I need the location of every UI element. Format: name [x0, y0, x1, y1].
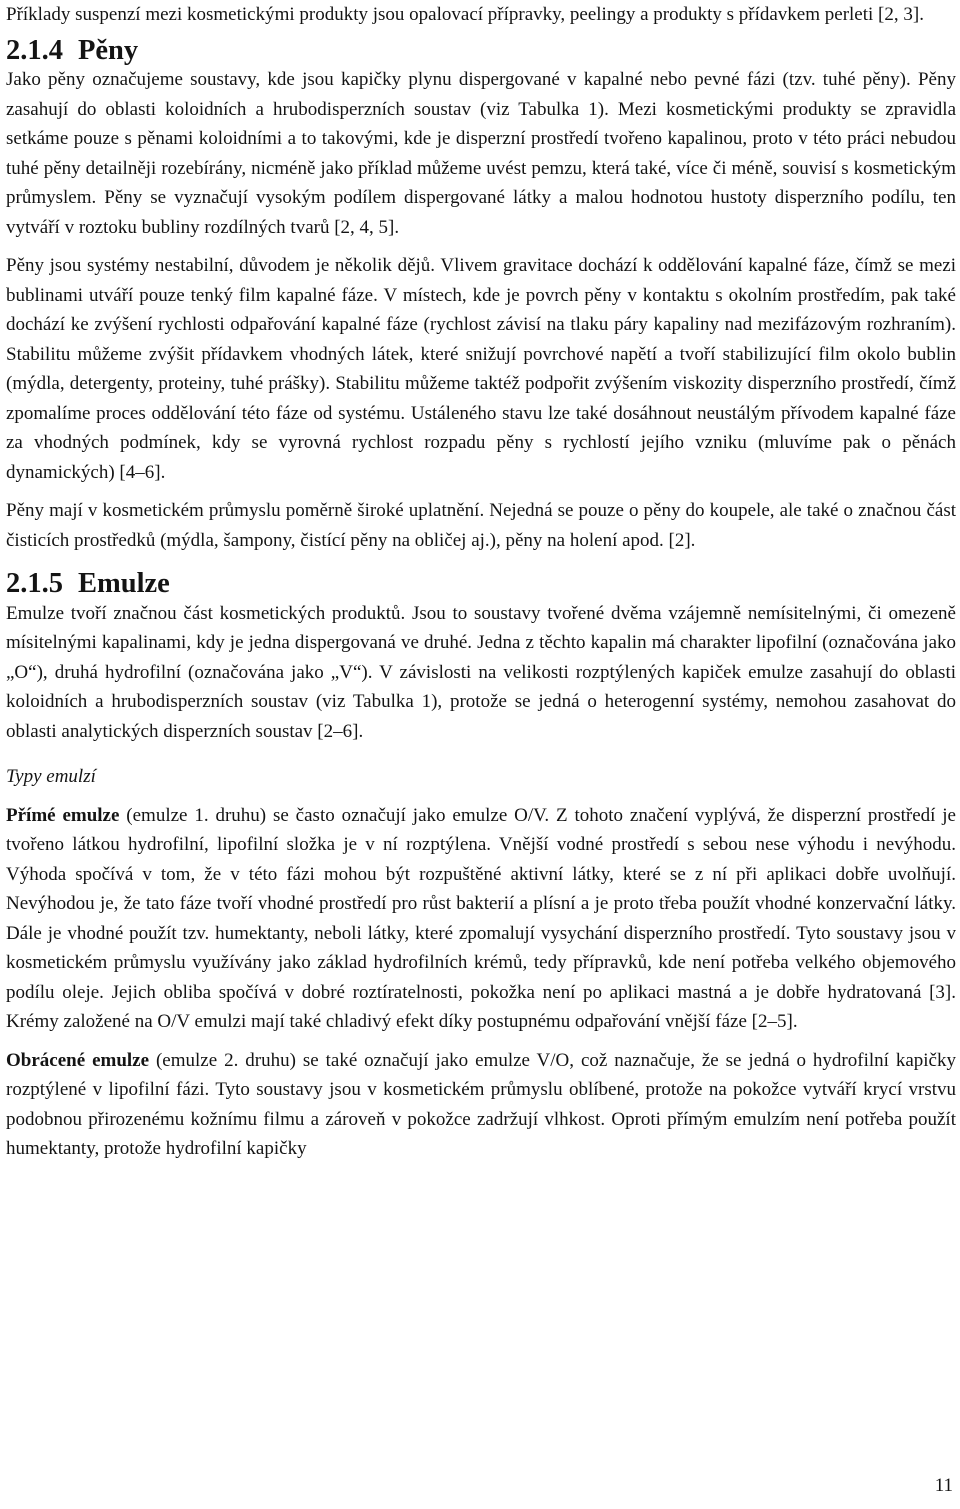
- section-number: 2.1.5: [6, 568, 63, 599]
- page-number: 11: [934, 1475, 953, 1496]
- section-heading-emulsions: [6, 569, 956, 599]
- direct-emulsions-text: (emulze 1. druhu) se často označují jako emulze O/V. Z tohoto značení vyplývá, že disperzní prostředí je tvořeno látkou hydrofilní, lipofilní složka je v ní rozptýlena. Vnější vodné prostředí s sebou nese výhodu i nevýhodu. Výhoda spočívá v tom, že v této fázi mohou být rozpuštěné aktivní látky, které se z ní při aplikaci dobře uvolňují. Nevýhodou je, že tato fáze tvoří vhodné prostředí pro růst bakterií a plísní a je proto třeba použít vhodné konzervační látky. Dále je vhodné použít tzv. humektanty, neboli látky, které zpomalují vysychání disperzního prostředí. Tyto soustavy jsou v kosmetickém průmyslu využívány jako základ hydrofilních krémů, tedy přípravků, kde není potřeba velkého objemového podílu oleje. Jejich obliba spočívá v dobré roztíratelnosti, pokožka není po aplikaci mastná a je dobře hydratovaná [3]. Krémy založené na O/V emulzi mají také chladivý efekt díky postupnému odpařování vnější fáze [2–5].: [6, 804, 956, 1032]
- reverse-emulsions-term: Obrácené emulze: [6, 1049, 150, 1071]
- document-page: [6, 0, 956, 1164]
- foams-paragraph-1: Jako pěny označujeme soustavy, kde jsou kapičky plynu dispergované v kapalné nebo pevné fázi (tzv. tuhé pěny). Pěny zasahují do oblasti koloidních a hrubodisperzních soustav (viz Tabulka 1). Mezi kosmetickými produkty se zpravidla setkáme pouze s pěnami koloidními a to takovými, kde je disperzní prostředí tvořeno kapalinou, proto v této práci nebudou tuhé pěny detailněji rozebírány, nicméně jako příklad můžeme uvést pemzu, která také, více či méně, souvisí s kosmetickým průmyslem. Pěny se vyznačují vysokým podílem dispergované látky a malou hodnotou hustoty disperzního podílu, ten vytváří v roztoku bubliny rozdílných tvarů [2, 4, 5].: [6, 69, 956, 238]
- section-title: Emulze: [78, 568, 170, 599]
- section-title: Pěny: [78, 34, 139, 66]
- direct-emulsions-paragraph: [6, 801, 956, 1037]
- section-heading-foams: [6, 36, 956, 66]
- emulsions-paragraph-1: Emulze tvoří značnou část kosmetických produktů. Jsou to soustavy tvořené dvěma vzájemně nemísitelnými, či omezeně mísitelnými kapalinami, kdy je jedna dispergovaná ve druhé. Jedna z těchto kapalin má charakter lipofilní (označována jako „O“), druhá hydrofilní (označována jako „V“). V závislosti na velikosti rozptýlených kapiček emulze zasahují do oblasti koloidních a hrubodisperzních soustav (viz Tabulka 1), protože se jedná o heterogenní systémy, nemohou zasahovat do oblasti analytických disperzních soustav [2–6].: [6, 602, 956, 742]
- reverse-emulsions-paragraph: [6, 1046, 956, 1164]
- emulsion-types-subheading: Typy emulzí: [6, 766, 96, 787]
- direct-emulsions-term: Přímé emulze: [6, 804, 120, 826]
- intro-paragraph: Příklady suspenzí mezi kosmetickými produkty jsou opalovací přípravky, peelingy a produkty s přídavkem perleti [2, 3].: [6, 4, 924, 25]
- section-number: 2.1.4: [6, 34, 63, 66]
- reverse-emulsions-text: (emulze 2. druhu) se také označují jako emulze V/O, což naznačuje, že se jedná o hydrofilní kapičky rozptýlené v lipofilní fázi. Tyto soustavy jsou v kosmetickém průmyslu oblíbené, protože na pokožce vytváří krycí vrstvu podobnou přirozenému kožnímu filmu a zároveň v pokožce zadržují vlhkost. Oproti přímým emulzím není potřeba použít humektanty, protože hydrofilní kapičky: [6, 1049, 956, 1159]
- foams-paragraph-3: Pěny mají v kosmetickém průmyslu poměrně široké uplatnění. Nejedná se pouze o pěny do koupele, ale také o značnou část čisticích prostředků (mýdla, šampony, čistící pěny na obličej aj.), pěny na holení apod. [2].: [6, 500, 956, 551]
- foams-paragraph-2: Pěny jsou systémy nestabilní, důvodem je několik dějů. Vlivem gravitace dochází k oddělování kapalné fáze, čímž se mezi bublinami utváří pouze tenký film kapalné fáze. V místech, kde je povrch pěny v kontaktu s okolním prostředím, pak také dochází ke zvýšení rychlosti odpařování kapalné fáze (rychlost závisí na tlaku páry kapaliny nad mezifázovým rozhraním). Stabilitu můžeme zvýšit přídavkem vhodných látek, které snižují povrchové napětí a tvoří stabilizující film okolo bublin (mýdla, detergenty, proteiny, tuhé prášky). Stabilitu můžeme taktéž podpořit zvýšením viskozity disperzního prostředí, čímž zpomalíme proces oddělování této fáze od systému. Ustáleného stavu lze také dosáhnout neustálým přívodem kapalné fáze za vhodných podmínek, kdy se vyrovná rychlost rozpadu pěny s rychlostí jejího vzniku (mluvíme pak o pěnách dynamických) [4–6].: [6, 255, 956, 483]
